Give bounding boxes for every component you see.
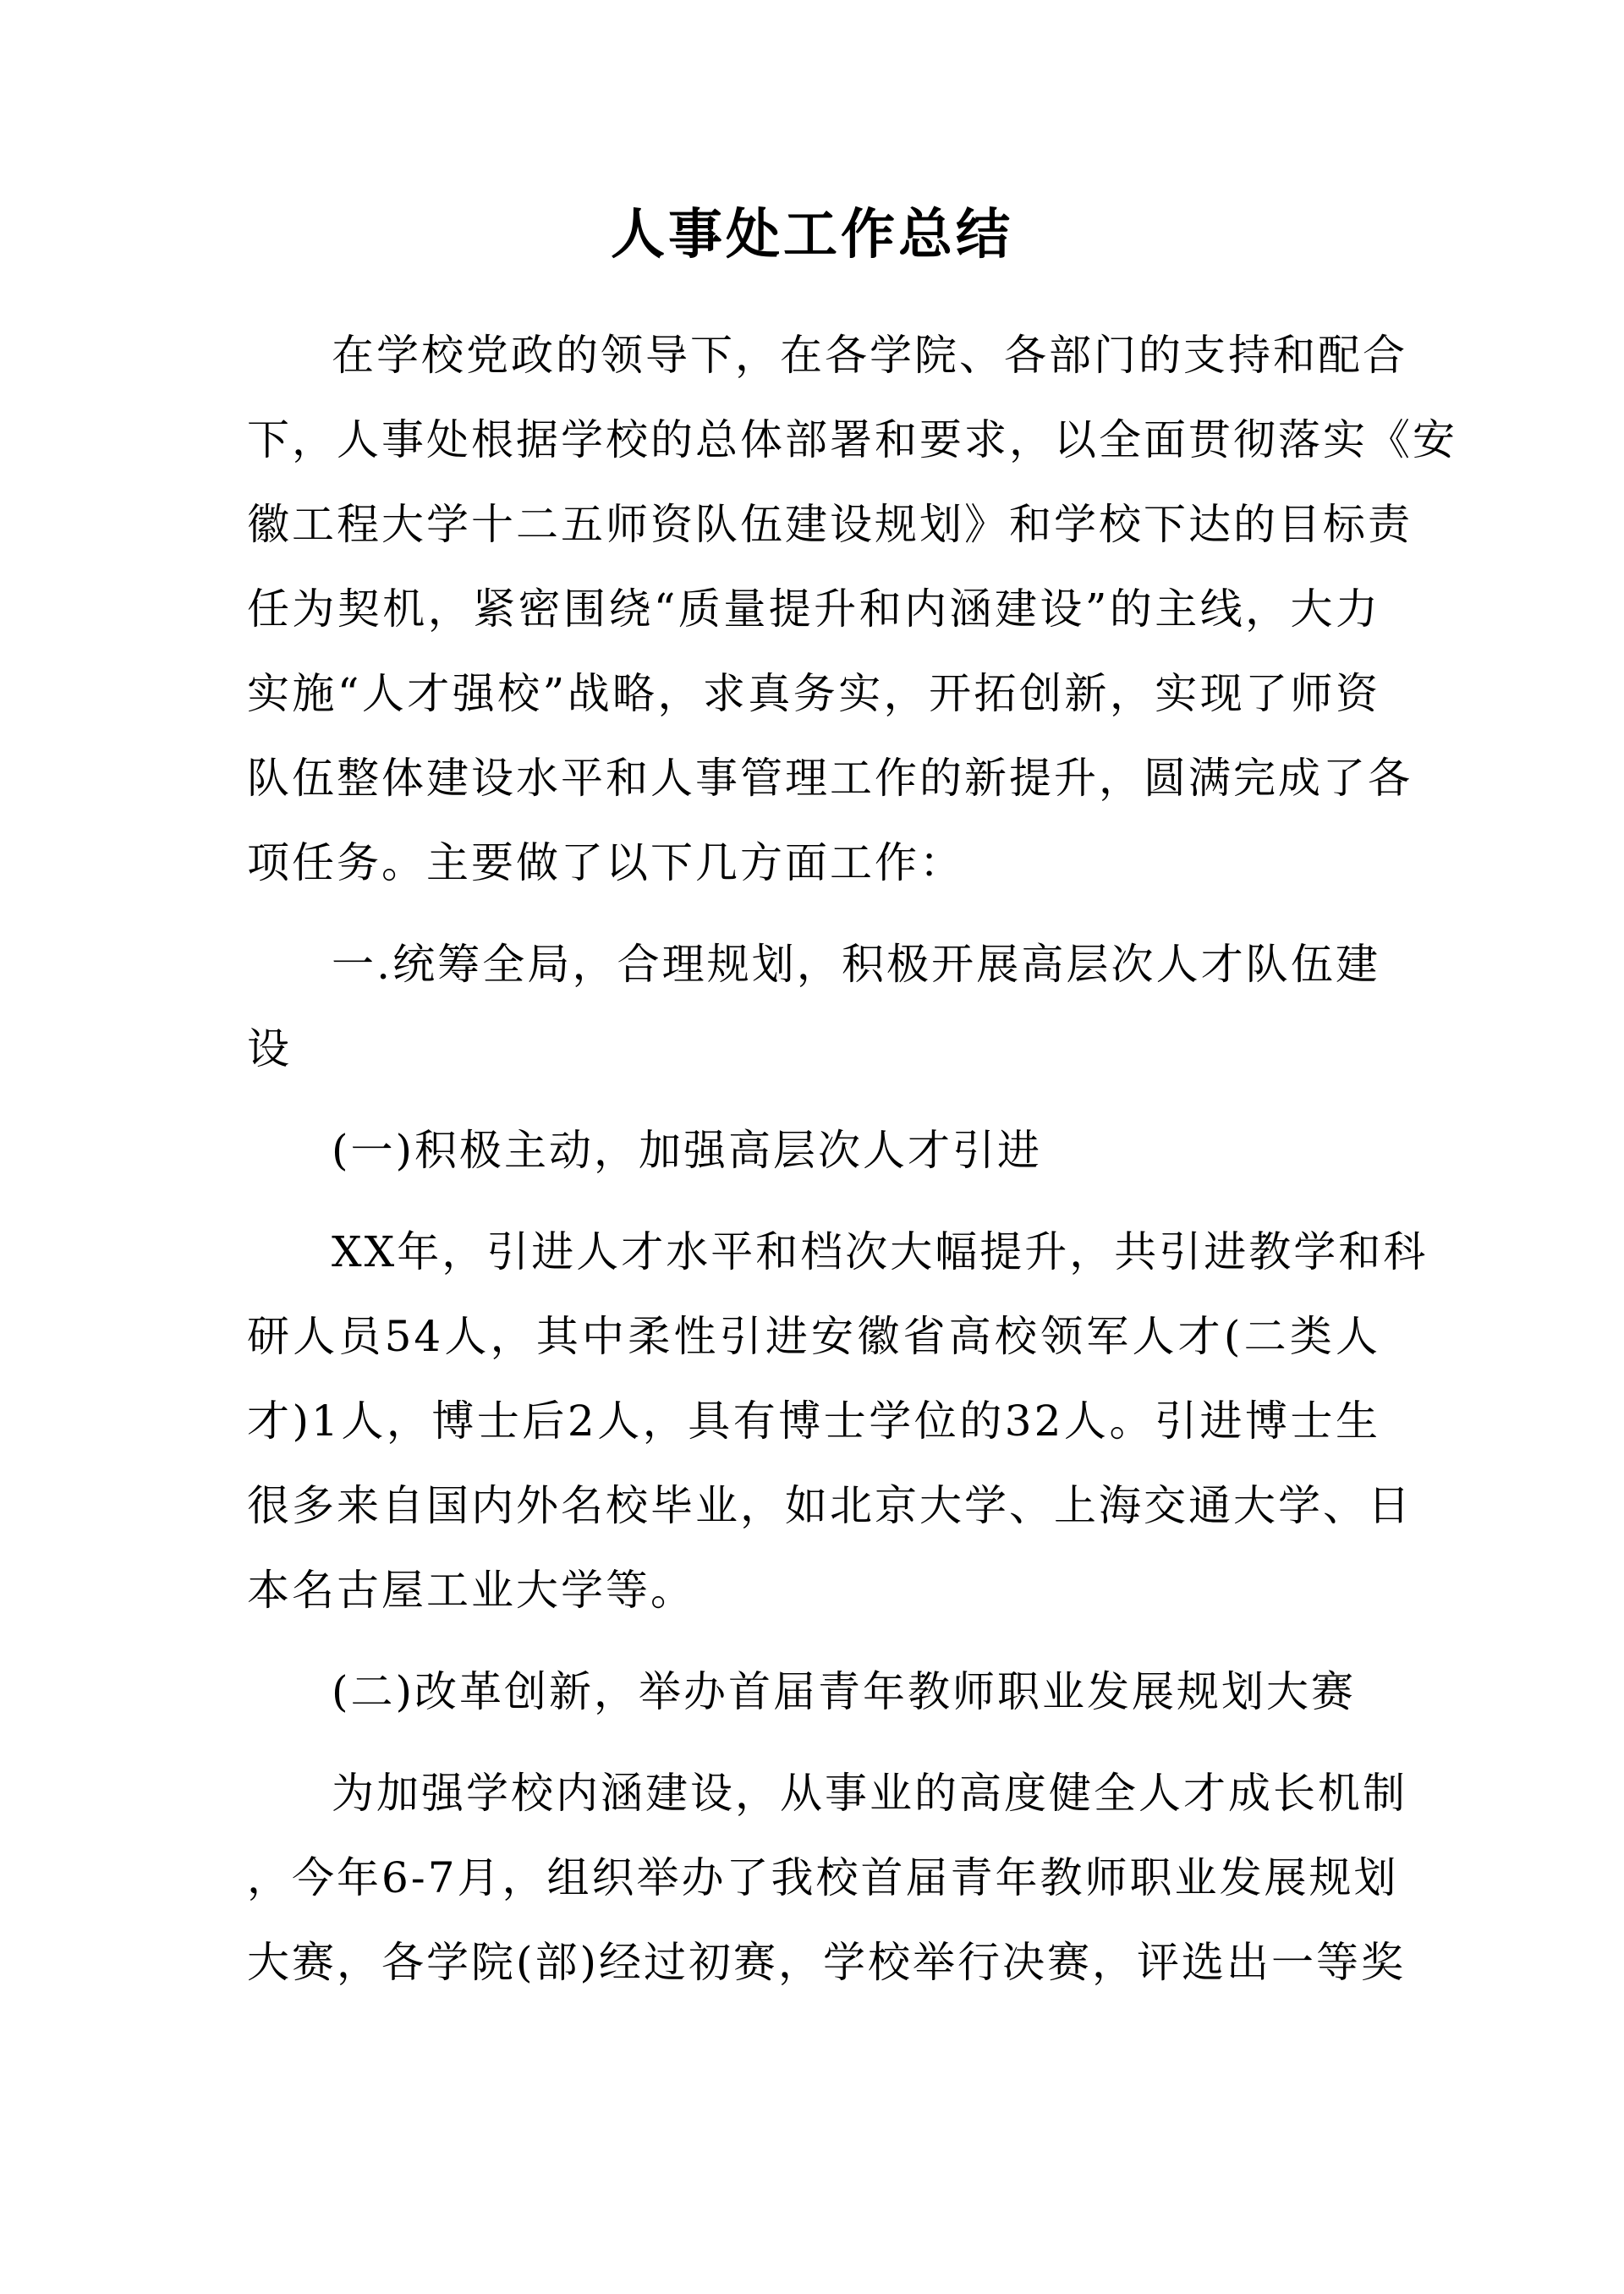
subheading-line: (一)积极主动，加强高层次人才引进 — [332, 1126, 1043, 1175]
paragraph-recruitment — [247, 1210, 1429, 1633]
heading-line: 一.统筹全局，合理规划，积极开展高层次人才队伍建 — [332, 940, 1380, 989]
subsection-heading-1 — [247, 1108, 1380, 1193]
paragraph-line: 任为契机，紧密围绕“质量提升和内涵建设”的主线，大力 — [247, 584, 1380, 634]
subheading-line: (二)改革创新，举办首届青年教师职业发展规划大赛 — [332, 1667, 1357, 1716]
paragraph-intro — [247, 313, 1457, 905]
paragraph-line: 才)1人，博士后2人，具有博士学位的32人。引进博士生 — [247, 1397, 1380, 1446]
paragraph-line: XX年，引进人才水平和档次大幅提升，共引进教学和科 — [332, 1227, 1429, 1276]
document-body — [247, 313, 1457, 2005]
paragraph-line: ，今年6-7月，组织举办了我校首届青年教师职业发展规划 — [247, 1853, 1399, 1902]
paragraph-line: 大赛，各学院(部)经过初赛，学校举行决赛，评选出一等奖 — [247, 1938, 1407, 1987]
paragraph-line: 项任务。主要做了以下几方面工作： — [247, 838, 964, 887]
paragraph-line: 在学校党政的领导下，在各学院、各部门的支持和配合 — [332, 331, 1407, 380]
subsection-heading-2 — [247, 1649, 1380, 1734]
paragraph-line: 徽工程大学十二五师资队伍建设规划》和学校下达的目标责 — [247, 500, 1413, 549]
heading-line: 设 — [247, 1024, 292, 1073]
paragraph-line: 实施“人才强校”战略，求真务实，开拓创新，实现了师资 — [247, 669, 1380, 718]
paragraph-line: 本名古屋工业大学等。 — [247, 1566, 695, 1615]
document-title: 人事处工作总结 — [611, 203, 1013, 266]
paragraph-line: 队伍整体建设水平和人事管理工作的新提升，圆满完成了各 — [247, 754, 1413, 803]
paragraph-line: 为加强学校内涵建设，从事业的高度健全人才成长机制 — [332, 1769, 1407, 1818]
paragraph-line: 下，人事处根据学校的总体部署和要求，以全面贯彻落实《安 — [247, 415, 1457, 464]
paragraph-line: 很多来自国内外名校毕业，如北京大学、上海交通大学、日 — [247, 1481, 1413, 1530]
section-heading-1 — [247, 922, 1380, 1091]
paragraph-contest — [247, 1751, 1407, 2005]
paragraph-line: 研人员54人，其中柔性引进安徽省高校领军人才(二类人 — [247, 1312, 1380, 1361]
